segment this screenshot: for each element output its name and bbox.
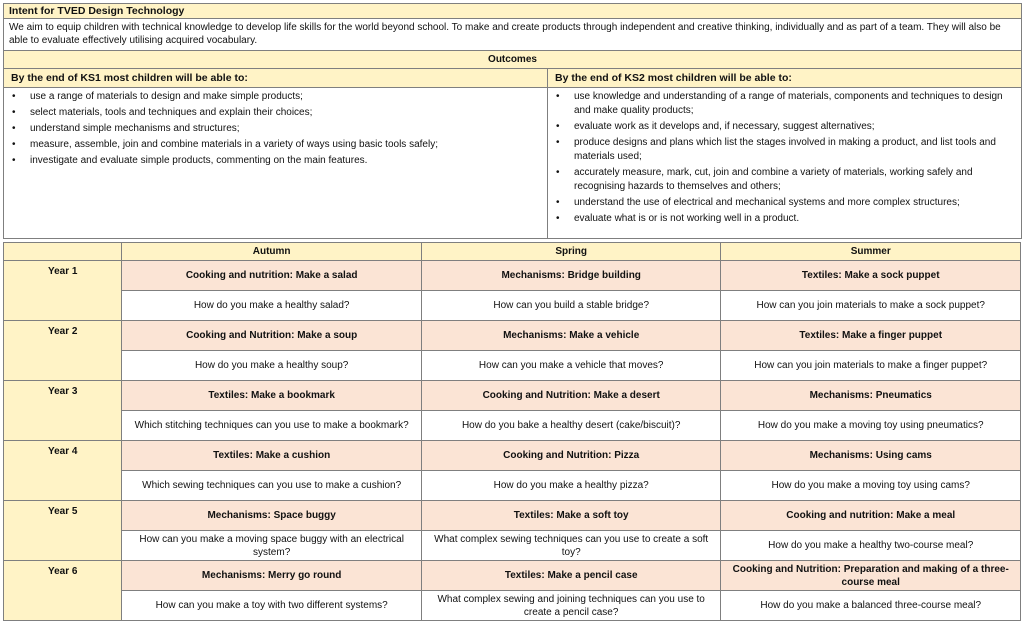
year-topic-row (4, 561, 1021, 591)
term-heading-autumn: Autumn (122, 243, 422, 261)
year-topic-row (4, 441, 1021, 471)
ks2-outcome-item (552, 166, 1017, 194)
ks2-heading: By the end of KS2 most children will be able to: (548, 69, 1022, 88)
year-label: Year 3 (4, 381, 122, 441)
bullet-icon: • (12, 155, 16, 166)
curriculum-document (3, 3, 1021, 621)
ks2-outcome-item (552, 212, 1017, 226)
ks1-heading: By the end of KS1 most children will be able to: (4, 69, 548, 88)
ks2-outcome-list (552, 90, 1017, 226)
question-spring: How do you bake a healthy desert (cake/biscuit)? (421, 411, 721, 441)
topic-autumn: Cooking and nutrition: Make a salad (122, 261, 422, 291)
term-heading-summer: Summer (721, 243, 1021, 261)
bullet-icon: • (556, 213, 560, 224)
year-label: Year 5 (4, 501, 122, 561)
question-summer: How can you join materials to make a finger puppet? (721, 351, 1021, 381)
question-autumn: Which stitching techniques can you use to make a bookmark? (122, 411, 422, 441)
intent-statement: We aim to equip children with technical knowledge to develop life skills for the world beyond school. To make and create products through independent and creative thinking, individually and as part of a team. They will also be able to evaluate effectively utilising acquired vocabulary. (4, 19, 1022, 51)
ks1-outcome-text: understand simple mechanisms and structures; (30, 123, 240, 134)
ks2-outcomes (548, 88, 1022, 239)
ks2-outcome-text: evaluate what is or is not working well in a product. (574, 213, 800, 224)
topic-summer: Cooking and nutrition: Make a meal (721, 501, 1021, 531)
question-autumn: How do you make a healthy soup? (122, 351, 422, 381)
bullet-icon: • (556, 137, 560, 148)
question-spring: How can you build a stable bridge? (421, 291, 721, 321)
ks1-outcome-item (8, 106, 543, 120)
ks2-outcome-item (552, 196, 1017, 210)
topic-summer: Textiles: Make a sock puppet (721, 261, 1021, 291)
year-label: Year 1 (4, 261, 122, 321)
ks1-outcome-item (8, 90, 543, 104)
year-question-row (4, 411, 1021, 441)
topic-spring: Textiles: Make a soft toy (421, 501, 721, 531)
ks2-outcome-item (552, 136, 1017, 164)
ks2-outcome-text: understand the use of electrical and mechanical systems and more complex structures; (574, 197, 960, 208)
question-summer: How do you make a moving toy using pneumatics? (721, 411, 1021, 441)
year-label: Year 4 (4, 441, 122, 501)
ks1-outcome-text: investigate and evaluate simple products, commenting on the main features. (30, 155, 368, 166)
year-question-row (4, 591, 1021, 621)
year-question-row (4, 471, 1021, 501)
ks2-outcome-item (552, 120, 1017, 134)
question-summer: How can you join materials to make a sock puppet? (721, 291, 1021, 321)
year-topic-row (4, 261, 1021, 291)
year-question-row (4, 351, 1021, 381)
question-autumn: How can you make a moving space buggy with an electrical system? (122, 531, 422, 561)
topic-autumn: Cooking and Nutrition: Make a soup (122, 321, 422, 351)
question-spring: How do you make a healthy pizza? (421, 471, 721, 501)
ks2-outcome-text: accurately measure, mark, cut, join and combine a variety of materials, working safely and recognising hazards to themselves and others; (574, 167, 973, 192)
topic-spring: Cooking and Nutrition: Pizza (421, 441, 721, 471)
year-label: Year 6 (4, 561, 122, 621)
intent-outcomes-table (3, 3, 1022, 239)
ks1-outcome-text: select materials, tools and techniques and explain their choices; (30, 107, 313, 118)
ks1-outcome-item (8, 138, 543, 152)
bullet-icon: • (12, 139, 16, 150)
ks1-outcome-text: measure, assemble, join and combine materials in a variety of ways using basic tools safely; (30, 139, 438, 150)
year-question-row (4, 531, 1021, 561)
ks2-outcome-text: evaluate work as it develops and, if necessary, suggest alternatives; (574, 121, 875, 132)
outcomes-heading: Outcomes (4, 51, 1022, 69)
topic-summer: Cooking and Nutrition: Preparation and making of a three-course meal (721, 561, 1021, 591)
question-summer: How do you make a healthy two-course meal? (721, 531, 1021, 561)
year-label: Year 2 (4, 321, 122, 381)
term-heading-spring: Spring (421, 243, 721, 261)
topic-autumn: Mechanisms: Space buggy (122, 501, 422, 531)
question-summer: How do you make a moving toy using cams? (721, 471, 1021, 501)
bullet-icon: • (556, 91, 560, 102)
ks1-outcome-item (8, 122, 543, 136)
question-autumn: How can you make a toy with two different systems? (122, 591, 422, 621)
question-spring: How can you make a vehicle that moves? (421, 351, 721, 381)
year-topic-row (4, 501, 1021, 531)
question-spring: What complex sewing techniques can you use to create a soft toy? (421, 531, 721, 561)
ks1-outcome-text: use a range of materials to design and make simple products; (30, 91, 303, 102)
year-rows (4, 261, 1021, 621)
bullet-icon: • (12, 91, 16, 102)
ks1-outcome-item (8, 154, 543, 168)
topic-summer: Textiles: Make a finger puppet (721, 321, 1021, 351)
bullet-icon: • (12, 107, 16, 118)
question-summer: How do you make a balanced three-course meal? (721, 591, 1021, 621)
question-autumn: Which sewing techniques can you use to make a cushion? (122, 471, 422, 501)
ks2-outcome-text: use knowledge and understanding of a range of materials, components and techniques to design and make quality products; (574, 91, 1003, 116)
bullet-icon: • (556, 121, 560, 132)
topic-spring: Mechanisms: Make a vehicle (421, 321, 721, 351)
topic-summer: Mechanisms: Using cams (721, 441, 1021, 471)
bullet-icon: • (556, 167, 560, 178)
bullet-icon: • (12, 123, 16, 134)
ks1-outcome-list (8, 90, 543, 168)
topic-autumn: Textiles: Make a bookmark (122, 381, 422, 411)
topic-autumn: Textiles: Make a cushion (122, 441, 422, 471)
year-plan-table (3, 242, 1021, 621)
topic-summer: Mechanisms: Pneumatics (721, 381, 1021, 411)
topic-spring: Cooking and Nutrition: Make a desert (421, 381, 721, 411)
year-topic-row (4, 381, 1021, 411)
intent-title: Intent for TVED Design Technology (4, 4, 1022, 19)
ks1-outcomes (4, 88, 548, 239)
corner-cell (4, 243, 122, 261)
topic-autumn: Mechanisms: Merry go round (122, 561, 422, 591)
question-autumn: How do you make a healthy salad? (122, 291, 422, 321)
ks2-outcome-item (552, 90, 1017, 118)
question-spring: What complex sewing and joining techniques can you use to create a pencil case? (421, 591, 721, 621)
topic-spring: Textiles: Make a pencil case (421, 561, 721, 591)
bullet-icon: • (556, 197, 560, 208)
ks2-outcome-text: produce designs and plans which list the stages involved in making a product, and list tools and materials used; (574, 137, 996, 162)
topic-spring: Mechanisms: Bridge building (421, 261, 721, 291)
year-topic-row (4, 321, 1021, 351)
year-question-row (4, 291, 1021, 321)
